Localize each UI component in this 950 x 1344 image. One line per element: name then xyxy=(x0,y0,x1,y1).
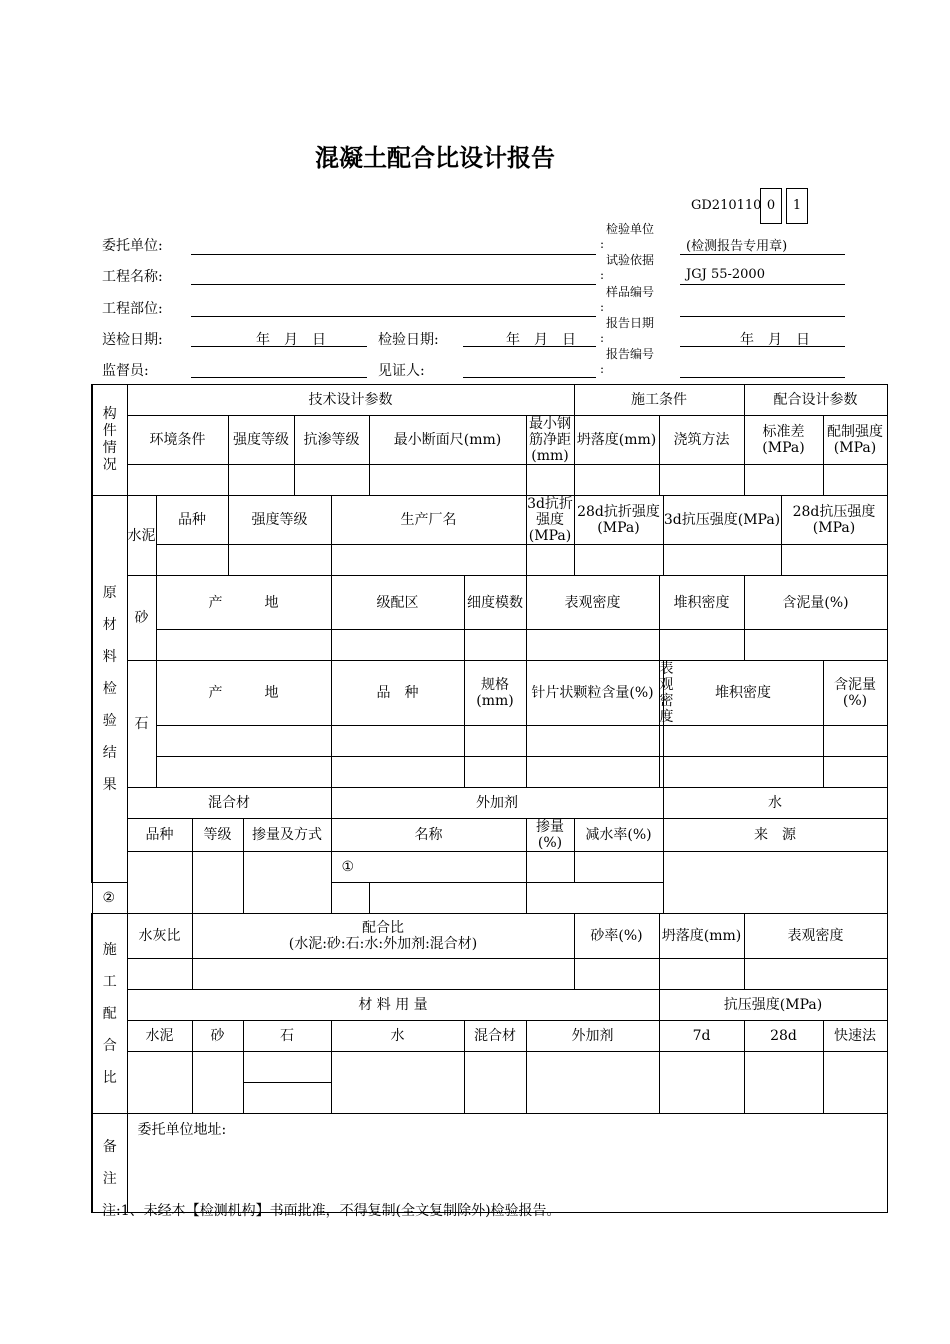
entrust-unit-field[interactable] xyxy=(191,254,596,255)
colon-2: : xyxy=(600,268,605,282)
section3-side: 施 工 配 合 比 xyxy=(92,914,127,1114)
stone-origin-header: 产 地 xyxy=(156,661,331,726)
env-header: 环境条件 xyxy=(127,416,228,465)
comp3-cell[interactable] xyxy=(663,545,781,576)
flex3-header: 3d抗折强度(MPa) xyxy=(527,496,573,544)
min-rebar-cell[interactable] xyxy=(526,465,574,496)
additive-dosage-header: 掺量(%) xyxy=(526,819,574,852)
project-name-label: 工程名称: xyxy=(102,269,163,285)
usage-sand-header: 砂 xyxy=(192,1021,243,1052)
sand-origin-cell[interactable] xyxy=(156,630,331,661)
sand-bulk-cell[interactable] xyxy=(659,630,744,661)
test-unit-value: (检测报告专用章) xyxy=(686,239,788,254)
comp-strength-header: 抗压强度(MPa) xyxy=(659,990,887,1021)
strength-28d-header: 28d xyxy=(744,1021,823,1052)
sand-bulk-header: 堆积密度 xyxy=(659,576,744,630)
send-date-value: 年 月 日 xyxy=(256,332,326,348)
dosage-method-cell[interactable] xyxy=(243,852,331,914)
stone-variety-cell-1[interactable] xyxy=(331,726,464,757)
additive-dosage-cell-2[interactable] xyxy=(331,883,369,914)
usage-additive-header: 外加剂 xyxy=(526,1021,659,1052)
sand-apparent-header: 表观密度 xyxy=(526,576,659,630)
prep-strength-header: 配制强度(MPa) xyxy=(823,416,887,465)
mix-ratio-header xyxy=(192,914,574,959)
water-reduction-cell-1[interactable] xyxy=(574,852,663,883)
test-basis-label: 试验依据 xyxy=(606,253,655,267)
impermeability-cell[interactable] xyxy=(294,465,369,496)
spec-cell-1[interactable] xyxy=(464,726,526,757)
dosage-method-header: 掺量及方式 xyxy=(243,819,331,852)
wc-ratio-label: 水灰比 xyxy=(138,928,181,944)
stone-bulk-header: 堆积密度 xyxy=(663,661,823,726)
stone-mud-header: 含泥量(%) xyxy=(823,661,887,726)
pour-method-header: 浇筑方法 xyxy=(659,416,744,465)
usage-stone-cell-2[interactable] xyxy=(243,1083,331,1114)
remarks-cell[interactable] xyxy=(127,1114,887,1213)
prep-strength-cell[interactable] xyxy=(823,465,887,496)
sample-no-label: 样品编号 xyxy=(606,285,655,299)
water-source-cell[interactable] xyxy=(663,852,887,914)
test-date-value: 年 月 日 xyxy=(506,332,576,348)
usage-cement-cell[interactable] xyxy=(127,1052,192,1114)
cement-variety-cell[interactable] xyxy=(156,545,228,576)
supervisor-field[interactable] xyxy=(191,377,367,378)
material-usage-header: 材 料 用 量 xyxy=(127,990,659,1021)
needle-cell-2[interactable] xyxy=(526,757,659,788)
usage-stone-cell-1[interactable] xyxy=(243,1052,331,1083)
comp3-header: 3d抗压强度(MPa) xyxy=(663,496,781,545)
water-reduction-cell-2[interactable] xyxy=(369,883,526,914)
page-title: 混凝土配合比设计报告 xyxy=(315,144,555,172)
colon-4: : xyxy=(600,331,605,345)
gradation-header: 级配区 xyxy=(331,576,464,630)
stone-label: 石 xyxy=(127,661,156,788)
project-part-field[interactable] xyxy=(191,316,596,317)
pour-method-cell[interactable] xyxy=(659,465,744,496)
usage-water-cell[interactable] xyxy=(331,1052,464,1114)
test-unit-label: 检验单位 xyxy=(606,222,655,236)
additive-header: 外加剂 xyxy=(331,788,663,819)
strength-28d-cell[interactable] xyxy=(744,1052,823,1114)
address-label: 委托单位地址: xyxy=(137,1122,227,1138)
footer-note: 注:1、未经本【检测机构】书面批准，不得复制(全文复制除外)检验报告。 xyxy=(102,1203,561,1219)
stone-mud-cell-1[interactable] xyxy=(823,726,887,757)
code-box-1[interactable]: 0 xyxy=(760,188,782,224)
cement-strength-cell[interactable] xyxy=(228,545,331,576)
admix-grade-header: 等级 xyxy=(192,819,243,852)
wc-ratio-header xyxy=(127,914,192,959)
admix-variety-header: 品种 xyxy=(127,819,192,852)
flex3-cell[interactable] xyxy=(526,545,574,576)
stone-mud-cell-2[interactable] xyxy=(823,757,887,788)
supervisor-label: 监督员: xyxy=(102,363,149,379)
usage-water-header: 水 xyxy=(331,1021,464,1052)
min-section-cell[interactable] xyxy=(369,465,526,496)
stone-apparent-header: 表观密度 xyxy=(659,661,674,725)
needle-cell-1[interactable] xyxy=(526,726,659,757)
strength-rapid-cell[interactable] xyxy=(823,1052,887,1114)
wc-ratio-cell[interactable] xyxy=(127,959,192,990)
slump-header-2: 坍落度(mm) xyxy=(659,914,744,959)
colon-5: : xyxy=(600,362,605,376)
test-basis-value: JGJ 55-2000 xyxy=(686,267,765,282)
strength-7d-cell[interactable] xyxy=(659,1052,744,1114)
construction-header: 施工条件 xyxy=(574,385,744,416)
min-rebar-header: 最小钢筋净距(mm) xyxy=(526,416,574,465)
impermeability-header: 抗渗等级 xyxy=(294,416,369,465)
entrust-unit-label: 委托单位: xyxy=(102,238,163,254)
fineness-header: 细度模数 xyxy=(464,576,526,630)
strength-grade-cell[interactable] xyxy=(228,465,294,496)
additive-name-header: 名称 xyxy=(331,819,526,852)
test-date-label: 检验日期: xyxy=(378,332,439,348)
usage-admix-cell[interactable] xyxy=(464,1052,526,1114)
additive-dosage-cell-1[interactable] xyxy=(526,852,574,883)
needle-header: 针片状颗粒含量(%) xyxy=(526,661,659,726)
apparent-density-header: 表观密度 xyxy=(744,914,887,959)
std-dev-cell[interactable] xyxy=(744,465,823,496)
project-part-label: 工程部位: xyxy=(102,301,163,317)
sand-rate-cell[interactable] xyxy=(574,959,659,990)
std-dev-header: 标准差(MPa) xyxy=(744,416,823,465)
additive-item-2[interactable]: ② xyxy=(92,883,192,914)
slump-header: 坍落度(mm) xyxy=(574,416,659,465)
mix-params-header: 配合设计参数 xyxy=(744,385,887,416)
strength-7d-header: 7d xyxy=(659,1021,744,1052)
cement-strength-header: 强度等级 xyxy=(228,496,331,545)
stone-bulk-cell-2[interactable] xyxy=(663,757,823,788)
section4-side: 备 注 xyxy=(92,1114,127,1213)
sand-origin-header: 产 地 xyxy=(156,576,331,630)
cement-variety-header: 品种 xyxy=(156,496,228,545)
strength-rapid-header: 快速法 xyxy=(823,1021,887,1052)
project-name-field[interactable] xyxy=(191,284,596,285)
comp28-cell[interactable] xyxy=(781,545,887,576)
sand-mud-header: 含泥量(%) xyxy=(744,576,887,630)
colon-1: : xyxy=(600,237,605,251)
comp28-header: 28d抗压强度(MPa) xyxy=(781,496,887,545)
sample-no-field[interactable] xyxy=(680,316,845,317)
water-header: 水 xyxy=(663,788,887,819)
usage-sand-cell[interactable] xyxy=(192,1052,243,1114)
section1-side: 构 件 情 况 xyxy=(92,385,127,496)
apparent-density-cell[interactable] xyxy=(744,959,887,990)
test-unit-field[interactable] xyxy=(680,254,845,255)
witness-label: 见证人: xyxy=(378,363,425,379)
spec-cell-2[interactable] xyxy=(464,757,526,788)
gradation-cell[interactable] xyxy=(331,630,464,661)
usage-admix-header: 混合材 xyxy=(464,1021,526,1052)
flex28-cell[interactable] xyxy=(574,545,663,576)
test-basis-field[interactable] xyxy=(680,284,845,285)
mix-ratio-cell[interactable] xyxy=(192,959,574,990)
stone-origin-cell-2[interactable] xyxy=(156,757,331,788)
report-no-field[interactable] xyxy=(680,377,845,378)
water-reduction-header: 减水率(%) xyxy=(574,819,663,852)
water-source-header: 来 源 xyxy=(663,819,887,852)
spec-header: 规格(mm) xyxy=(464,661,526,726)
sand-mud-cell[interactable] xyxy=(744,630,887,661)
sand-label: 砂 xyxy=(127,576,156,661)
send-date-label: 送检日期: xyxy=(102,332,163,348)
stone-bulk-cell-1[interactable] xyxy=(663,726,823,757)
min-section-header: 最小断面尺(mm) xyxy=(369,416,526,465)
witness-field[interactable] xyxy=(463,377,596,378)
section2-side: 原 材 料 检 验 结 果 xyxy=(92,496,127,883)
admixture-mat-header: 混合材 xyxy=(127,788,331,819)
colon-3: : xyxy=(600,300,605,314)
mix-ratio-label: 配合比 xyxy=(362,920,404,936)
cement-label: 水泥 xyxy=(127,496,156,576)
code-box-2[interactable]: 1 xyxy=(786,188,808,224)
slump-cell[interactable] xyxy=(574,465,659,496)
usage-stone-header: 石 xyxy=(243,1021,331,1052)
stone-variety-header: 品 种 xyxy=(331,661,464,726)
report-date-label: 报告日期 xyxy=(606,316,655,330)
report-date-value: 年 月 日 xyxy=(740,332,810,348)
slump-cell-2[interactable] xyxy=(659,959,744,990)
fineness-cell[interactable] xyxy=(464,630,526,661)
additive-item-1[interactable]: ① xyxy=(331,852,526,883)
flex28-header: 28d抗折强度(MPa) xyxy=(574,496,663,545)
usage-additive-cell[interactable] xyxy=(526,1052,659,1114)
admix-grade-cell[interactable] xyxy=(192,852,243,914)
tech-params-header: 技术设计参数 xyxy=(127,385,574,416)
strength-grade-header: 强度等级 xyxy=(228,416,294,465)
env-cell[interactable] xyxy=(127,465,228,496)
manufacturer-cell[interactable] xyxy=(331,545,526,576)
report-date-field[interactable] xyxy=(680,346,845,347)
stone-variety-cell-2[interactable] xyxy=(331,757,464,788)
sand-rate-header: 砂率(%) xyxy=(574,914,659,959)
usage-cement-header: 水泥 xyxy=(127,1021,192,1052)
sand-apparent-cell[interactable] xyxy=(526,630,659,661)
report-code-prefix: GD210110 xyxy=(691,198,762,213)
manufacturer-header: 生产厂名 xyxy=(331,496,526,545)
report-no-label: 报告编号 xyxy=(606,347,655,361)
stone-origin-cell-1[interactable] xyxy=(156,726,331,757)
main-table xyxy=(91,384,888,1213)
mix-ratio-sub: (水泥:砂:石:水:外加剂:混合材) xyxy=(288,936,478,952)
